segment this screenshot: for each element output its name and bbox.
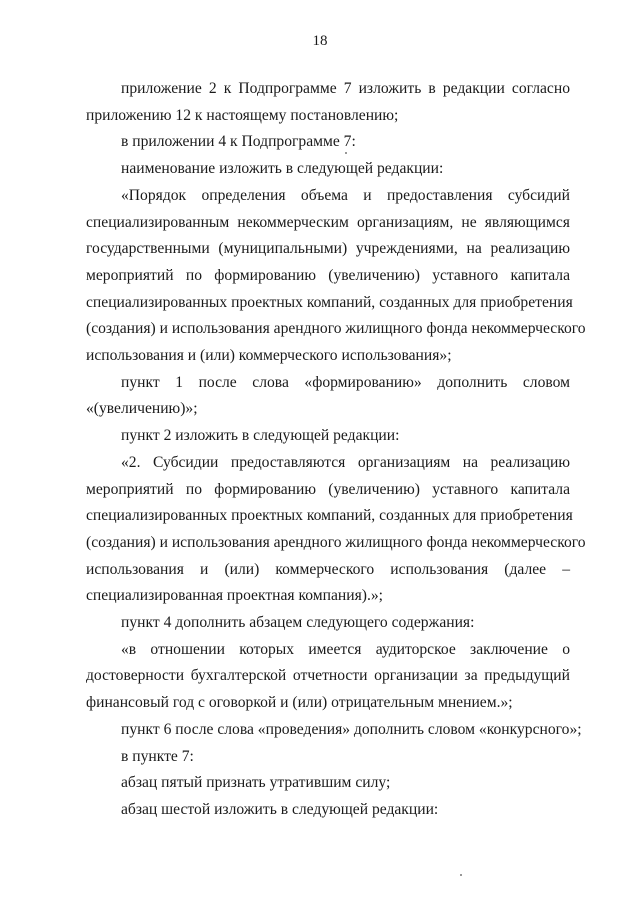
text-line: специализированная проектная компания).»; bbox=[86, 587, 383, 605]
text-line: наименование изложить в следующей редакции: bbox=[121, 160, 444, 178]
scan-speck bbox=[345, 152, 347, 154]
paragraph bbox=[86, 370, 570, 423]
text-line: пункт 1 после слова «формированию» дополнить словом bbox=[121, 373, 570, 391]
text-line: мероприятий по формированию (увеличению) уставного капитала bbox=[86, 480, 570, 498]
document-body bbox=[86, 76, 586, 824]
text-line: «2. Субсидии предоставляются организациям на реализацию bbox=[121, 453, 570, 471]
paragraph bbox=[86, 423, 570, 450]
text-line: абзац шестой изложить в следующей редакции: bbox=[121, 800, 439, 818]
paragraph bbox=[86, 717, 582, 744]
paragraph bbox=[86, 183, 586, 370]
paragraph bbox=[86, 450, 586, 610]
text-line: приложению 12 к настоящему постановлению; bbox=[86, 106, 399, 124]
text-line: «Порядок определения объема и предоставления субсидий bbox=[121, 186, 570, 204]
text-line: «(увеличению)»; bbox=[86, 400, 198, 418]
text-line: абзац пятый признать утратившим силу; bbox=[121, 774, 391, 792]
text-line: специализированных проектных компаний, созданных для приобретения bbox=[86, 507, 573, 525]
text-line: пункт 6 после слова «проведения» дополнить словом «конкурсного»; bbox=[121, 720, 582, 738]
text-line: приложение 2 к Подпрограмме 7 изложить в редакции согласно bbox=[121, 80, 570, 97]
paragraph bbox=[86, 76, 570, 129]
page-number: 18 bbox=[312, 33, 328, 49]
paragraph bbox=[86, 156, 570, 183]
paragraph bbox=[86, 797, 570, 824]
text-line: (создания) и использования арендного жилищного фонда некоммерческого bbox=[86, 533, 586, 551]
paragraph bbox=[86, 770, 570, 797]
text-line: специализированным некоммерческим организациям, не являющимся bbox=[86, 213, 570, 231]
text-line: в приложении 4 к Подпрограмме 7: bbox=[121, 133, 356, 151]
text-line: специализированных проектных компаний, созданных для приобретения bbox=[86, 293, 573, 311]
text-line: использования и (или) коммерческого использования»; bbox=[86, 347, 452, 365]
text-line: достоверности бухгалтерской отчетности организации за предыдущий bbox=[86, 667, 570, 685]
text-line: (создания) и использования арендного жилищного фонда некоммерческого bbox=[86, 320, 586, 338]
paragraph bbox=[86, 744, 570, 771]
paragraph bbox=[86, 610, 570, 637]
paragraph bbox=[86, 637, 570, 717]
text-line: государственными (муниципальными) учреждениями, на реализацию bbox=[86, 240, 570, 258]
text-line: мероприятий по формированию (увеличению) уставного капитала bbox=[86, 266, 570, 284]
text-line: в пункте 7: bbox=[121, 747, 194, 765]
text-line: «в отношении которых имеется аудиторское заключение о bbox=[121, 640, 570, 658]
text-line: использования и (или) коммерческого использования (далее – bbox=[86, 560, 570, 578]
text-line: финансовый год с оговоркой и (или) отрицательным мнением.»; bbox=[86, 694, 513, 712]
text-line: пункт 2 изложить в следующей редакции: bbox=[121, 427, 400, 445]
paragraph bbox=[86, 129, 570, 156]
scan-speck bbox=[460, 874, 462, 876]
text-line: пункт 4 дополнить абзацем следующего содержания: bbox=[121, 614, 475, 632]
